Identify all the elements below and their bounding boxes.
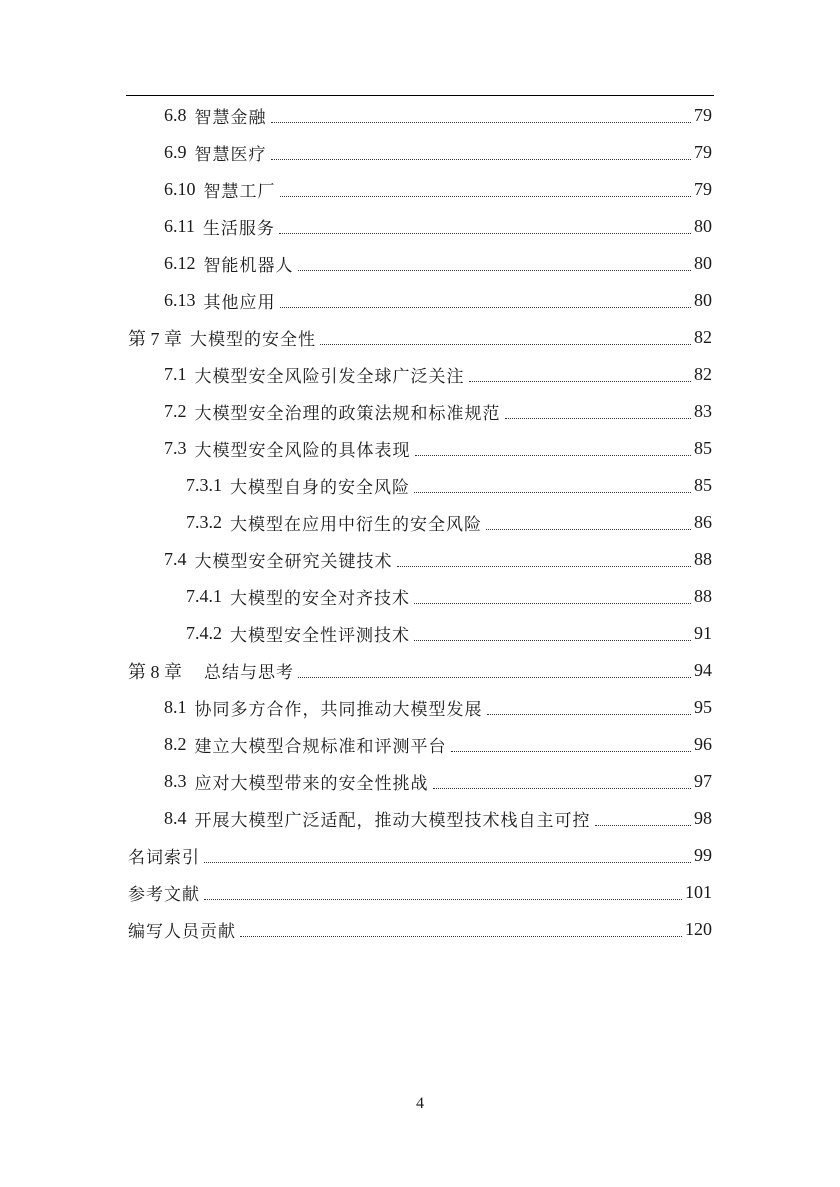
toc-entry-number: 8.4 (164, 808, 187, 828)
dot-leader (298, 676, 691, 678)
toc-entry-number: 8.2 (164, 734, 187, 754)
toc-entry-chapter-7[interactable] (128, 319, 712, 356)
toc-entry-title: 智能机器人 (203, 256, 294, 276)
toc-entry-6-13[interactable] (164, 282, 712, 319)
toc-entry-7-4[interactable] (164, 541, 712, 578)
dot-leader (280, 195, 692, 197)
toc-entry-title: 参考文献 (128, 885, 200, 905)
toc-entry-title: 智慧金融 (194, 108, 267, 128)
toc-entry-7-3-1[interactable] (186, 467, 712, 504)
dot-leader (414, 491, 691, 493)
dot-leader (271, 158, 692, 160)
toc-entry-page: 98 (694, 808, 712, 828)
toc-entry-page: 79 (694, 179, 712, 199)
toc-entry-number: 7.3.1 (186, 475, 222, 495)
toc-entry-page: 88 (694, 549, 712, 569)
toc-entry-page: 85 (694, 475, 712, 495)
toc-entry-number: 6.12 (164, 253, 196, 273)
toc-entry-page: 99 (694, 845, 712, 865)
dot-leader (298, 269, 692, 271)
toc-entry-page: 101 (685, 882, 712, 902)
dot-leader (240, 935, 682, 937)
toc-entry-chapter-8[interactable] (128, 652, 712, 689)
dot-leader (414, 639, 691, 641)
toc-entry-number: 7.3 (164, 438, 187, 458)
dot-leader (397, 565, 692, 567)
toc-entry-number: 8.3 (164, 771, 187, 791)
toc-entry-page: 79 (694, 105, 712, 125)
toc-entry-number: 6.13 (164, 290, 196, 310)
toc-entry-page: 86 (694, 512, 712, 532)
toc-entry-title: 大模型安全风险的具体表现 (194, 441, 411, 461)
toc-entry-title: 大模型安全治理的政策法规和标准规范 (194, 404, 501, 424)
toc-entry-page: 79 (694, 142, 712, 162)
dot-leader (595, 824, 692, 826)
toc-entry-number: 7.2 (164, 401, 187, 421)
toc-entry-7-4-1[interactable] (186, 578, 712, 615)
toc-entry-page: 91 (694, 623, 712, 643)
dot-leader (320, 343, 691, 345)
toc-entry-8-1[interactable] (164, 689, 712, 726)
toc-entry-number: 8.1 (164, 697, 187, 717)
toc-entry-title: 智慧工厂 (203, 182, 276, 202)
header-rule (126, 95, 714, 96)
toc-entry-number: 7.3.2 (186, 512, 222, 532)
toc-entry-title: 大模型自身的安全风险 (230, 478, 410, 498)
toc-entry-7-3-2[interactable] (186, 504, 712, 541)
toc-entry-7-1[interactable] (164, 356, 712, 393)
toc-entry-7-2[interactable] (164, 393, 712, 430)
toc-entry-6-11[interactable] (164, 208, 712, 245)
toc-entry-number: 6.9 (164, 142, 187, 162)
toc-entry-title: 应对大模型带来的安全性挑战 (194, 774, 429, 794)
toc-entry-title: 生活服务 (202, 219, 275, 239)
toc-entry-6-12[interactable] (164, 245, 712, 282)
toc-entry-title: 大模型安全性评测技术 (230, 626, 410, 646)
toc-entry-page: 85 (694, 438, 712, 458)
dot-leader (433, 787, 692, 789)
toc-entry-page: 82 (694, 364, 712, 384)
dot-leader (271, 121, 692, 123)
toc-entry-number: 7.4.2 (186, 623, 222, 643)
toc-entry-6-8[interactable] (164, 97, 712, 134)
dot-leader (279, 232, 691, 234)
toc-entry-8-3[interactable] (164, 763, 712, 800)
toc-entry-title: 智慧医疗 (194, 145, 267, 165)
toc-entry-6-10[interactable] (164, 171, 712, 208)
dot-leader (486, 528, 691, 530)
toc-entry-number: 7.1 (164, 364, 187, 384)
dot-leader (280, 306, 692, 308)
toc-entry-title: 开展大模型广泛适配，推动大模型技术栈自主可控 (194, 811, 591, 831)
toc-entry-title: 建立大模型合规标准和评测平台 (194, 737, 447, 757)
dot-leader (415, 454, 692, 456)
toc-entry-page: 88 (694, 586, 712, 606)
toc-entry-glossary-index[interactable] (128, 837, 712, 874)
dot-leader (505, 417, 692, 419)
toc-entry-number: 6.10 (164, 179, 196, 199)
toc-entry-8-4[interactable] (164, 800, 712, 837)
toc-entry-title: 编写人员贡献 (128, 922, 236, 942)
toc-entry-title: 大模型的安全对齐技术 (230, 589, 410, 609)
dot-leader (204, 898, 682, 900)
toc-entry-number: 6.11 (164, 216, 195, 236)
toc-entry-page: 80 (694, 216, 712, 236)
toc-entry-page: 82 (694, 327, 712, 347)
toc-entry-number: 第 8 章 (128, 661, 182, 682)
toc-entry-title: 大模型安全研究关键技术 (194, 552, 393, 572)
toc-entry-references[interactable] (128, 874, 712, 911)
dot-leader (487, 713, 692, 715)
toc-entry-title: 名词索引 (128, 848, 200, 868)
toc-entry-7-3[interactable] (164, 430, 712, 467)
toc-entry-page: 97 (694, 771, 712, 791)
dot-leader (414, 602, 691, 604)
toc-entry-page: 96 (694, 734, 712, 754)
toc-entry-page: 83 (694, 401, 712, 421)
toc-entry-number: 7.4 (164, 549, 187, 569)
toc-entry-title: 其他应用 (203, 293, 276, 313)
toc-entry-number: 7.4.1 (186, 586, 222, 606)
dot-leader (469, 380, 692, 382)
toc-entry-page: 80 (694, 253, 712, 273)
toc-entry-8-2[interactable] (164, 726, 712, 763)
dot-leader (451, 750, 692, 752)
toc-entry-title: 总结与思考 (204, 663, 294, 683)
toc-entry-6-9[interactable] (164, 134, 712, 171)
toc-entry-page: 94 (694, 660, 712, 680)
toc-entry-title: 协同多方合作，共同推动大模型发展 (194, 700, 483, 720)
toc-entry-number: 6.8 (164, 105, 187, 125)
toc-entry-page: 95 (694, 697, 712, 717)
toc-entry-page: 80 (694, 290, 712, 310)
toc-entry-7-4-2[interactable] (186, 615, 712, 652)
toc-entry-title: 大模型的安全性 (190, 330, 316, 350)
page-number: 4 (416, 1095, 424, 1112)
toc-entry-title: 大模型安全风险引发全球广泛关注 (194, 367, 465, 387)
toc-entry-contributors[interactable] (128, 911, 712, 948)
dot-leader (204, 861, 691, 863)
toc-entry-title: 大模型在应用中衍生的安全风险 (230, 515, 482, 535)
toc-entry-page: 120 (685, 919, 712, 939)
toc-entry-number: 第 7 章 (128, 328, 182, 349)
